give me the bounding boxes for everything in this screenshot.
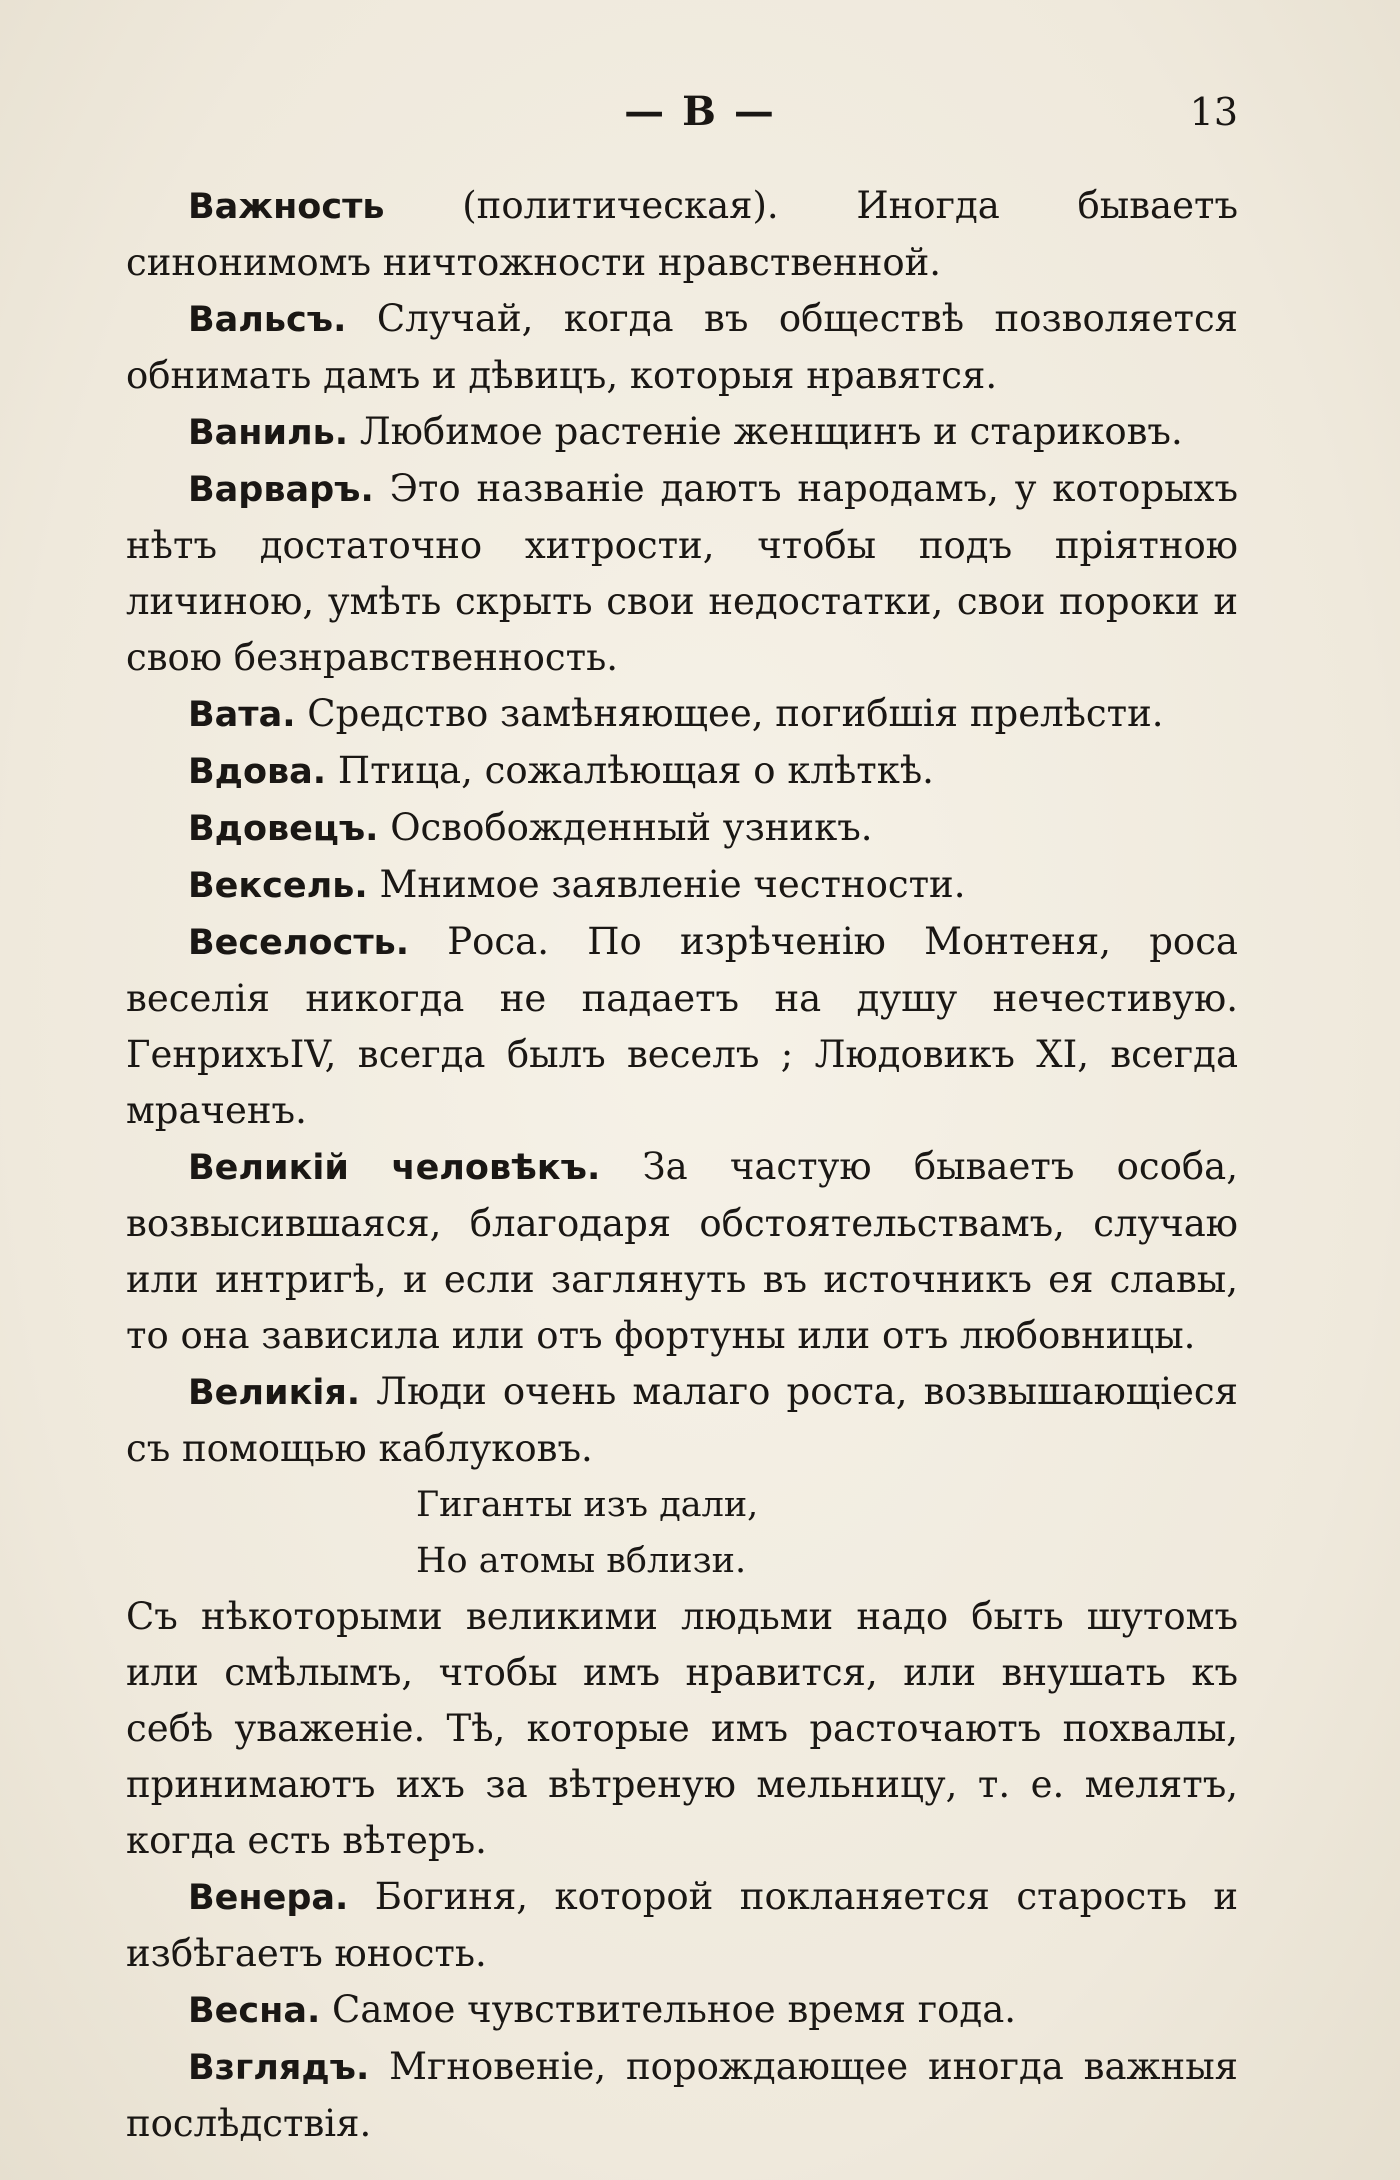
verse-line: Гиганты изъ дали, [416, 1485, 759, 1525]
entry-definition: Роса. По изрѣченію Монтеня, роса веселія никогда не падаетъ на душу нечестивую. ГенрихъIV, всегда былъ веселъ ; Людовикъ XI, всегда мраченъ. [126, 920, 1238, 1132]
dictionary-entry [126, 2039, 1238, 2152]
page-body [126, 178, 1238, 2152]
section-letter: — В — [624, 88, 776, 135]
dictionary-entry [126, 686, 1238, 743]
entry-term: Вдовецъ. [188, 809, 379, 849]
entry-term: Вата. [188, 695, 296, 735]
entry-term: Великій человѣкъ. [188, 1148, 601, 1188]
dictionary-entry [126, 404, 1238, 461]
entry-term: Весна. [188, 1991, 321, 2031]
dictionary-entry [126, 914, 1238, 1139]
entry-definition: Случай, когда въ обществѣ позволяется обнимать дамъ и дѣвицъ, которыя нравятся. [126, 297, 1239, 397]
entry-definition: Птица, сожалѣющая о клѣткѣ. [337, 749, 934, 792]
entry-definition: Это названіе даютъ народамъ, у которыхъ нѣтъ достаточно хитрости, чтобы подъ пріятною личиною, умѣть скрыть свои недостатки, свои пороки и свою безнравственность. [126, 467, 1238, 679]
dictionary-entry [126, 1139, 1238, 1364]
entry-term: Вальсъ. [188, 300, 347, 340]
dictionary-entry [126, 1364, 1238, 1477]
dictionary-entry [126, 178, 1238, 291]
dictionary-entry [126, 857, 1238, 914]
dictionary-entry [126, 461, 1238, 686]
entry-definition: Самое чувствительное время года. [332, 1988, 1017, 2031]
entry-term: Важность [188, 187, 385, 227]
page-header [0, 78, 1400, 148]
dictionary-entry [126, 291, 1238, 404]
entry-definition: За частую бываетъ особа, возвысившаяся, благодаря обстоятельствамъ, случаю или интригѣ, и если заглянуть въ источникъ ея славы, то она зависила или отъ фортуны или отъ любовницы. [126, 1145, 1238, 1357]
entry-definition: Мнимое заявленіе честности. [379, 863, 966, 906]
dictionary-entry [126, 743, 1238, 800]
page-number: 13 [1189, 90, 1238, 134]
entry-definition: Мгновеніе, порождающее иногда важныя послѣдствія. [126, 2045, 1238, 2145]
entry-term: Великія. [188, 1373, 361, 1413]
dictionary-entry [126, 1869, 1238, 1982]
dictionary-entry [126, 1982, 1238, 2039]
entry-definition: Люди очень малаго роста, возвышающіеся съ помощью каблуковъ. [126, 1370, 1238, 1470]
entry-term: Веселость. [188, 923, 410, 963]
entry-term: Ваниль. [188, 413, 349, 453]
entry-term: Взглядъ. [188, 2048, 370, 2088]
entry-definition: Средство замѣняющее, погибшія прелѣсти. [307, 692, 1164, 735]
dictionary-entry [126, 800, 1238, 857]
entry-definition: Богиня, которой покланяется старость и избѣгаетъ юность. [126, 1875, 1238, 1975]
entry-definition: Освобожденный узникъ. [390, 806, 873, 849]
entry-term: Вексель. [188, 866, 368, 906]
entry-term: Вдова. [188, 752, 327, 792]
entry-term: Варваръ. [188, 470, 374, 510]
entry-definition: Любимое растеніе женщинъ и стариковъ. [359, 410, 1183, 453]
verse-line: Но атомы вблизи. [416, 1541, 747, 1581]
entry-definition: (политическая). Иногда бываетъ синонимомъ ничтожности нравственной. [126, 184, 1238, 284]
entry-term: Венера. [188, 1878, 349, 1918]
continuation-paragraph: Съ нѣкоторыми великими людьми надо быть шутомъ или смѣлымъ, чтобы имъ нравится, или внушать къ себѣ уваженіе. Тѣ, которые имъ расточаютъ похвалы, принимаютъ ихъ за вѣтреную мельницу, т. е. мелятъ, когда есть вѣтеръ. [126, 1595, 1238, 1862]
